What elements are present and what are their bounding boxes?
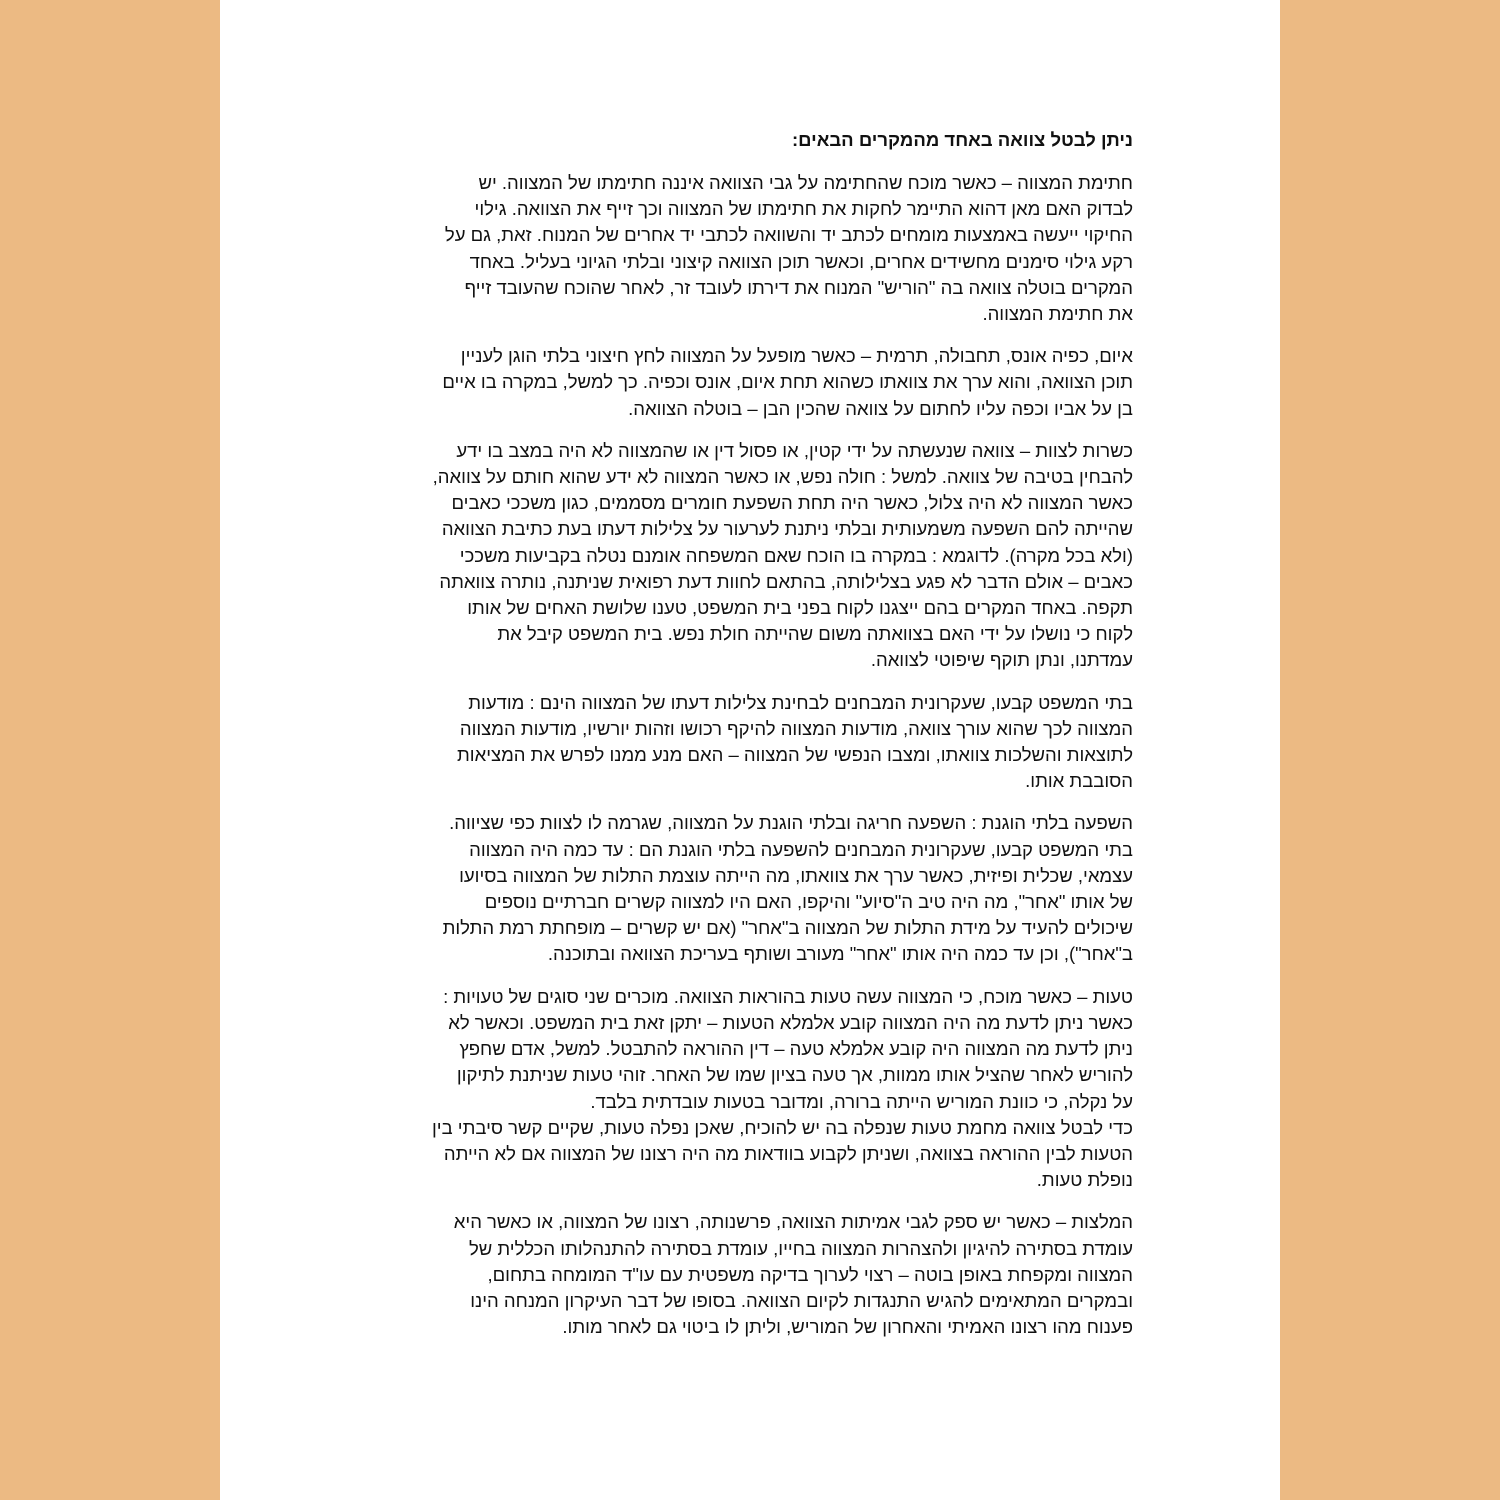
text-line: ניתן לדעת מה המצווה היה קובע אלמלא טעה – דין ההוראה להתבטל. למשל, אדם שחפץ xyxy=(459,1038,1133,1060)
paragraph-capacity xyxy=(383,438,1133,674)
text-line: ובמקרים המתאימים להגיש התנגדות לקיום הצוואה. בסופו של דבר העיקרון המנחה הינו xyxy=(470,1289,1133,1311)
text-line: רקע גילוי סימנים מחשידים אחרים, וכאשר תוכן הצוואה קיצוני ובלתי הגיוני בעליל. באחד xyxy=(469,250,1133,272)
text-line: לתוצאות והשלכות צוואתו, ומצבו הנפשי של המצווה – האם מנע ממנו לפרש את המציאות xyxy=(457,744,1133,766)
text-line: איום, כפיה אונס, תחבולה, תרמית – כאשר מופעל על המצווה לחץ חיצוני בלתי הוגן לעניין xyxy=(460,345,1133,367)
text-line: בתי המשפט קבעו, שעקרונית המבחנים להשפעה בלתי הוגנת הם : עד כמה היה המצווה xyxy=(469,838,1133,860)
text-line: הטעות לבין ההוראה בצוואה, ושניתן לקבוע בוודאות מה היה רצונו של המצווה אם לא הייתה xyxy=(443,1142,1133,1164)
text-line: שהייתה להם השפעה משמעותית ובלתי ניתנת לערעור על צלילות דעתו בעת כתיבת הצוואה xyxy=(441,518,1133,540)
text-line: תוכן הצוואה, והוא ערך את צוואתו כשהוא תחת איום, אונס וכפיה. כך למשל, במקרה בו איים xyxy=(442,371,1133,393)
text-line: בן על אביו וכפה עליו לחתום על צוואה שהכין הבן – בוטלה הצוואה. xyxy=(628,397,1133,419)
text-line: שיכולים להעיד על מידת התלות של המצווה ב"אחר" (אם יש קשרים – מופחתת רמת התלות xyxy=(442,917,1133,939)
text-line: על נקלה, כי כוונת המוריש הייתה ברורה, ומדובר בטעות עובדתית בלבד. xyxy=(590,1090,1133,1112)
paragraph-coercion xyxy=(383,343,1133,422)
paragraph-lucidity-tests xyxy=(383,690,1133,795)
text-line: להוריש לאחר שהציל אותו ממוות, אך טעה בציון שמו של האחר. זוהי טעות שניתנת לתיקון xyxy=(456,1064,1133,1086)
text-line: טעות – כאשר מוכח, כי המצווה עשה טעות בהוראות הצוואה. מוכרים שני סוגים של טעויות : xyxy=(443,985,1133,1007)
text-line: להבחין בטיבה של צוואה. למשל : חולה נפש, או כאשר המצווה לא ידע שהוא חותם על צוואה, xyxy=(432,466,1133,488)
text-line: פענוח מהו רצונו האמיתי והאחרון של המוריש, וליתן לו ביטוי גם לאחר מותו. xyxy=(562,1316,1133,1338)
text-line: המצווה ומקפחת באופן בוטה – רצוי לערוך בדיקה משפטית עם עו"ד המומחה בתחום, xyxy=(487,1263,1133,1285)
text-line: חתימת המצווה – כאשר מוכח שהחתימה על גבי הצוואה איננה חתימתו של המצווה. יש xyxy=(478,172,1133,193)
text-line: תקפה. באחד המקרים בהם ייצגנו לקוח בפני בית המשפט, טענו שלושת האחים של אותו xyxy=(467,597,1133,619)
text-line: את חתימת המצווה. xyxy=(982,303,1133,325)
text-line: כאשר המצווה לא היה צלול, כאשר היה תחת השפעת חומרים מסממים, כגון משככי כאבים xyxy=(451,492,1133,514)
text-line: המצווה לכך שהוא עורך צוואה, מודעות המצווה להיקף רכושו וזהות יורשיו, מודעות המצווה xyxy=(459,717,1133,739)
document-page xyxy=(220,0,1280,1500)
document-heading: ניתן לבטל צוואה באחד מהמקרים הבאים: xyxy=(792,129,1133,150)
text-line: המקרים בוטלה צוואה בה "הוריש" המנוח את דירתו לעובד זר, לאחר שהוכח שהעובד זייף xyxy=(464,276,1133,298)
text-line: כאשר ניתן לדעת מה היה המצווה קובע אלמלא הטעות – יתקן זאת בית המשפט. וכאשר לא xyxy=(448,1011,1133,1033)
text-line: ב"אחר"), וכן עד כמה היה אותו "אחר" מעורב ושותף בעריכת הצוואה ובתוכנה. xyxy=(547,943,1133,965)
text-line: נופלת טעות. xyxy=(1036,1169,1133,1191)
text-line: של אותו "אחר", מה היה טיב ה"סיוע" והיקפו, האם היו למצווה קשרים חברתיים נוספים xyxy=(484,891,1133,913)
document-body xyxy=(383,127,1133,1356)
text-line: לבדוק האם מאן דהוא התיימר לחקות את חתימתו של המצווה וכך זייף את הצוואה. גילוי xyxy=(474,198,1133,220)
text-line: בתי המשפט קבעו, שעקרונית המבחנים לבחינת צלילות דעתו של המצווה הינם : מודעות xyxy=(468,691,1133,713)
text-line: הסובבת אותו. xyxy=(1025,770,1133,792)
text-line: לקוח כי נושלו על ידי האם בצוואתה משום שהייתה חולת נפש. בית המשפט קיבל את xyxy=(497,623,1133,645)
text-line: עצמאי, שכלית ופיזית, כאשר ערך את צוואתו, מה הייתה עוצמת התלות של המצווה בסיועו xyxy=(459,864,1133,886)
paragraph-recommendations xyxy=(383,1209,1133,1340)
paragraph-signature xyxy=(383,170,1133,327)
text-line: כדי לבטל צוואה מחמת טעות שנפלה בה יש להוכיח, שאכן נפלה טעות, שקיים קשר סיבתי בין xyxy=(431,1116,1133,1138)
paragraph-mistake xyxy=(383,984,1133,1194)
text-line: המלצות – כאשר יש ספק לגבי אמיתות הצוואה, פרשנותה, רצונו של המצווה, או כאשר היא xyxy=(453,1211,1133,1233)
text-line: עמדתנו, ונתן תוקף שיפוטי לצוואה. xyxy=(870,649,1133,671)
text-line: החיקוי ייעשה באמצעות מומחים לכתב יד והשוואה לכתבי יד אחרים של המנוח. זאת, גם על xyxy=(444,224,1133,246)
text-line: השפעה בלתי הוגנת : השפעה חריגה ובלתי הוגנת על המצווה, שגרמה לו לצוות כפי שציווה. xyxy=(449,812,1133,834)
paragraph-undue-influence xyxy=(383,810,1133,967)
text-line: עומדת בסתירה להיגיון ולהצהרות המצווה בחייו, עומדת בסתירה להתנהלותו הכללית של xyxy=(468,1237,1133,1259)
text-line: (ולא בכל מקרה). לדוגמא : במקרה בו הוכח שאם המשפחה אומנם נטלה בקביעות משככי xyxy=(459,544,1133,566)
text-line: כשרות לצוות – צוואה שנעשתה על ידי קטין, או פסול דין או שהמצווה לא היה במצב בו ידע xyxy=(456,439,1133,461)
text-line: כאבים – אולם הדבר לא פגע בצלילותה, בהתאם לחוות דעת רפואית שניתנה, נותרה צוואתה xyxy=(439,570,1133,592)
